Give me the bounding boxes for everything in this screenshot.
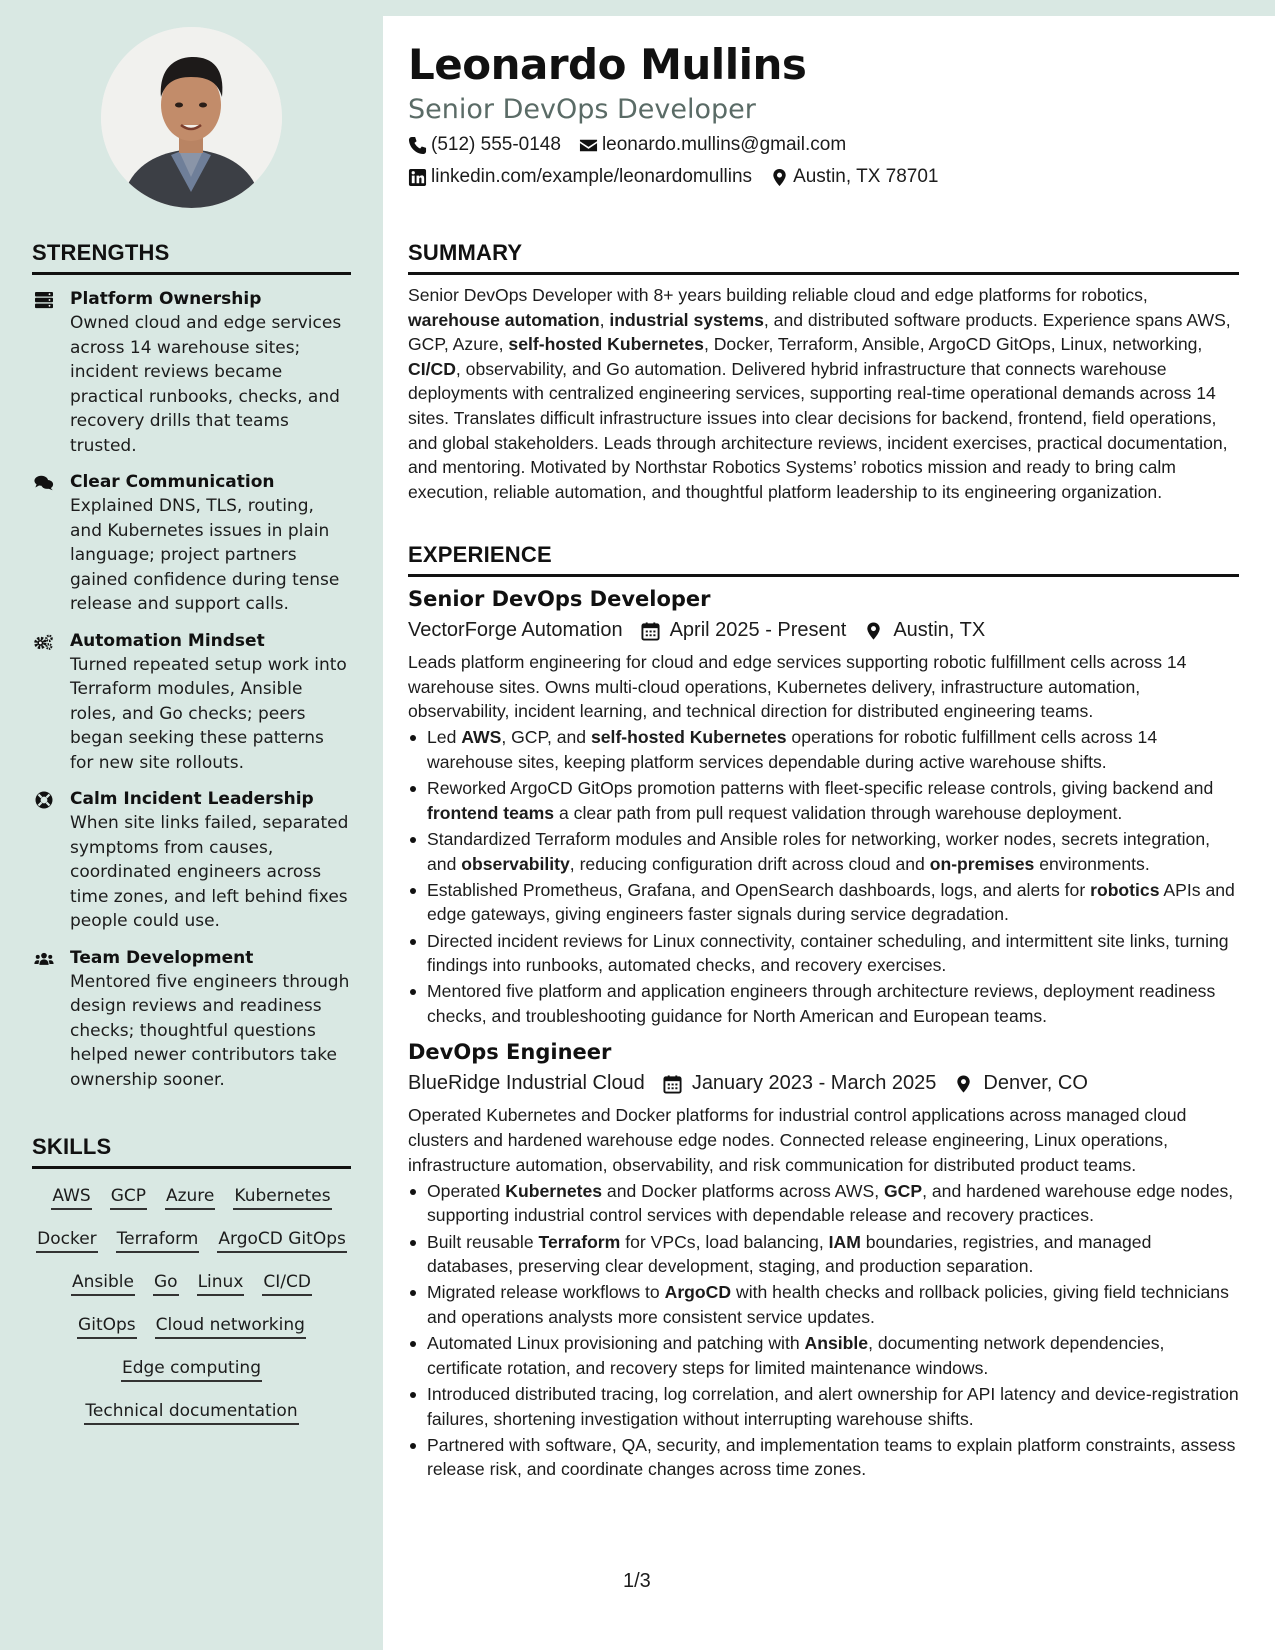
- job-bullets: [408, 725, 1239, 1028]
- map-pin-icon: [954, 1074, 973, 1094]
- strength-item: [32, 787, 351, 934]
- skill-tag: AWS: [51, 1185, 91, 1210]
- strength-desc: Owned cloud and edge services across 14 warehouse sites; incident reviews became practical runbooks, checks, and recovery drills that teams trusted.: [70, 313, 342, 456]
- job-description: Operated Kubernetes and Docker platforms for industrial control applications across managed cloud clusters and hardened warehouse edge nodes. Connected release engineering, Linux operations, infrastructure automation, observability, and risk communication for distributed product teams.: [408, 1105, 1187, 1175]
- job-bullet: Standardized Terraform modules and Ansible roles for networking, worker nodes, secrets integration, and observability, reducing configuration drift across cloud and on-premises environments.: [408, 827, 1239, 876]
- strength-item: [32, 287, 351, 458]
- skill-tag: Linux: [197, 1271, 245, 1296]
- strength-desc: Turned repeated setup work into Terraform modules, Ansible roles, and Go checks; peers began seeking these patterns for new site rollouts.: [70, 654, 347, 773]
- linkedin-text: linkedin.com/example/leonardomullins: [431, 166, 753, 187]
- strength-desc: Mentored five engineers through design reviews and readiness checks; thoughtful questions helped newer contributors take ownership sooner.: [70, 971, 350, 1090]
- skill-tag: Go: [153, 1271, 179, 1296]
- job-dates: January 2023 - March 2025: [691, 1072, 937, 1095]
- job-bullet: Operated Kubernetes and Docker platforms across AWS, GCP, and hardened warehouse edge nodes, supporting industrial control services with dependable release and recovery practices.: [408, 1179, 1239, 1228]
- experience-heading: EXPERIENCE: [408, 542, 1239, 577]
- strength-desc: Explained DNS, TLS, routing, and Kubernetes issues in plain language; project partners gained confidence during tense release and support calls.: [70, 496, 340, 614]
- page-number: 1/3: [623, 1570, 651, 1592]
- skill-tag: Terraform: [116, 1228, 200, 1253]
- strength-title: Clear Communication: [70, 472, 275, 492]
- phone-icon: [408, 136, 427, 155]
- strength-title: Calm Incident Leadership: [70, 789, 314, 809]
- job-bullets: [408, 1179, 1239, 1482]
- skill-tag: Azure: [165, 1185, 215, 1210]
- job-bullet: Automated Linux provisioning and patching with Ansible, documenting network dependencies, certificate rotation, and recovery steps for limited maintenance windows.: [408, 1331, 1239, 1380]
- summary-heading: SUMMARY: [408, 240, 1239, 275]
- skill-tag: Technical documentation: [84, 1400, 298, 1425]
- company-name: BlueRidge Industrial Cloud: [408, 1072, 645, 1095]
- server-icon: [34, 291, 54, 309]
- linkedin-icon: [408, 168, 427, 187]
- skill-tag: GitOps: [77, 1314, 137, 1339]
- job-title: DevOps Engineer: [408, 1040, 612, 1065]
- skills-section: [32, 1134, 351, 1425]
- lifebuoy-icon: [34, 791, 54, 809]
- company-name: VectorForge Automation: [408, 619, 623, 641]
- skills-heading: SKILLS: [32, 1134, 351, 1169]
- skill-cloud: [32, 1185, 351, 1425]
- strength-title: Team Development: [70, 947, 254, 968]
- skill-tag: Edge computing: [121, 1357, 262, 1382]
- job-location: Austin, TX: [893, 619, 986, 641]
- location-contact: [770, 166, 938, 188]
- job-meta: [408, 1072, 1239, 1095]
- strength-item: [32, 629, 351, 776]
- job-bullet: Migrated release workflows to ArgoCD with health checks and rollback policies, giving field technicians and operations analysts more consistent service updates.: [408, 1280, 1239, 1329]
- experience-section: [408, 542, 1239, 1482]
- gears-icon: [34, 633, 54, 651]
- envelope-icon: [579, 136, 598, 155]
- location-text: Austin, TX 78701: [793, 166, 939, 187]
- contact-row-2: [408, 166, 956, 188]
- map-pin-icon: [770, 168, 789, 187]
- job-bullet: Mentored five platform and application engineers through architecture reviews, deployment readiness checks, and troubleshooting guidance for North American and European teams.: [408, 979, 1239, 1028]
- strength-item: [32, 470, 351, 617]
- summary-text: Senior DevOps Developer with 8+ years building reliable cloud and edge platforms for robotics, warehouse automation, industrial systems, and distributed software products. Experience spans AWS, GCP, Azure, self-hosted Kubernetes, Docker, Terraform, Ansible, ArgoCD GitOps, Linux, networking, CI/CD, observability, and Go automation. Delivered hybrid infrastructure that connects warehouse deployments with centralized engineering services, supporting real-time operational demands across 14 sites. Translates difficult infrastructure issues into clear decisions for backend, frontend, field operations, and global stakeholders. Leads through architecture reviews, incident exercises, practical documentation, and mentoring. Motivated by Northstar Robotics Systems’ robotics mission and ready to bring calm execution, reliable automation, and thoughtful platform leadership to its engineering organization.: [408, 285, 1231, 502]
- phone-contact[interactable]: [408, 134, 561, 156]
- job-bullet: Established Prometheus, Grafana, and OpenSearch dashboards, logs, and alerts for robotics APIs and edge gateways, giving engineers faster signals during service degradation.: [408, 878, 1239, 927]
- email-text: leonardo.mullins@gmail.com: [601, 134, 847, 155]
- strengths-heading: STRENGTHS: [32, 240, 351, 275]
- candidate-role: Senior DevOps Developer: [408, 94, 756, 125]
- job-bullet: Introduced distributed tracing, log correlation, and alert ownership for API latency and device-registration failures, shortening investigation without interrupting warehouse shifts.: [408, 1382, 1239, 1431]
- calendar-icon: [663, 1074, 682, 1094]
- job-entry: [408, 1040, 1239, 1481]
- top-band: [383, 0, 1275, 16]
- skill-tag: Docker: [36, 1228, 98, 1253]
- skill-tag: CI/CD: [262, 1271, 312, 1296]
- skill-tag: Ansible: [71, 1271, 135, 1296]
- job-title: Senior DevOps Developer: [408, 587, 711, 611]
- strength-desc: When site links failed, separated symptoms from causes, coordinated engineers across time zones, and left behind fixes people could use.: [70, 813, 349, 931]
- job-location: Denver, CO: [983, 1072, 1088, 1095]
- map-pin-icon: [864, 621, 883, 641]
- job-bullet: Directed incident reviews for Linux connectivity, container scheduling, and intermittent site links, turning findings into runbooks, automated checks, and recovery exercises.: [408, 929, 1239, 978]
- linkedin-contact[interactable]: [408, 166, 752, 188]
- job-dates: April 2025 - Present: [669, 619, 847, 641]
- profile-photo: [101, 27, 282, 208]
- calendar-icon: [641, 621, 660, 641]
- summary-section: [408, 240, 1239, 504]
- phone-text: (512) 555-0148: [431, 134, 561, 155]
- job-bullet: Partnered with software, QA, security, and implementation teams to explain platform constraints, assess release risk, and coordinate changes across time zones.: [408, 1433, 1239, 1482]
- email-contact[interactable]: [579, 134, 846, 156]
- candidate-name: Leonardo Mullins: [408, 40, 807, 89]
- job-entry: [408, 587, 1239, 1028]
- team-icon: [34, 950, 54, 968]
- job-description: Leads platform engineering for cloud and edge services supporting robotic fulfillment cells across 14 warehouse sites. Owns multi-cloud operations, Kubernetes delivery, infrastructure automation, observability, incident learning, and technical direction for distributed engineering teams.: [408, 652, 1187, 722]
- strength-item: [32, 946, 351, 1093]
- job-bullet: Built reusable Terraform for VPCs, load balancing, IAM boundaries, registries, and managed databases, preserving clear development, staging, and production separation.: [408, 1230, 1239, 1279]
- job-bullet: Led AWS, GCP, and self-hosted Kubernetes operations for robotic fulfillment cells across 14 warehouse sites, keeping platform services dependable during active warehouse shifts.: [408, 725, 1239, 774]
- job-meta: [408, 619, 1239, 642]
- strength-title: Automation Mindset: [70, 630, 265, 651]
- job-bullet: Reworked ArgoCD GitOps promotion patterns with fleet-specific release controls, giving backend and frontend teams a clear path from pull request validation through warehouse deployment.: [408, 776, 1239, 825]
- skill-tag: GCP: [110, 1185, 147, 1210]
- strengths-section: [32, 240, 351, 1104]
- contact-row-1: [408, 134, 864, 156]
- chat-icon: [34, 474, 54, 492]
- skill-tag: ArgoCD GitOps: [217, 1228, 346, 1253]
- skill-tag: Cloud networking: [155, 1314, 306, 1339]
- strength-title: Platform Ownership: [70, 289, 262, 309]
- skill-tag: Kubernetes: [233, 1185, 331, 1210]
- strength-list: [32, 287, 351, 1092]
